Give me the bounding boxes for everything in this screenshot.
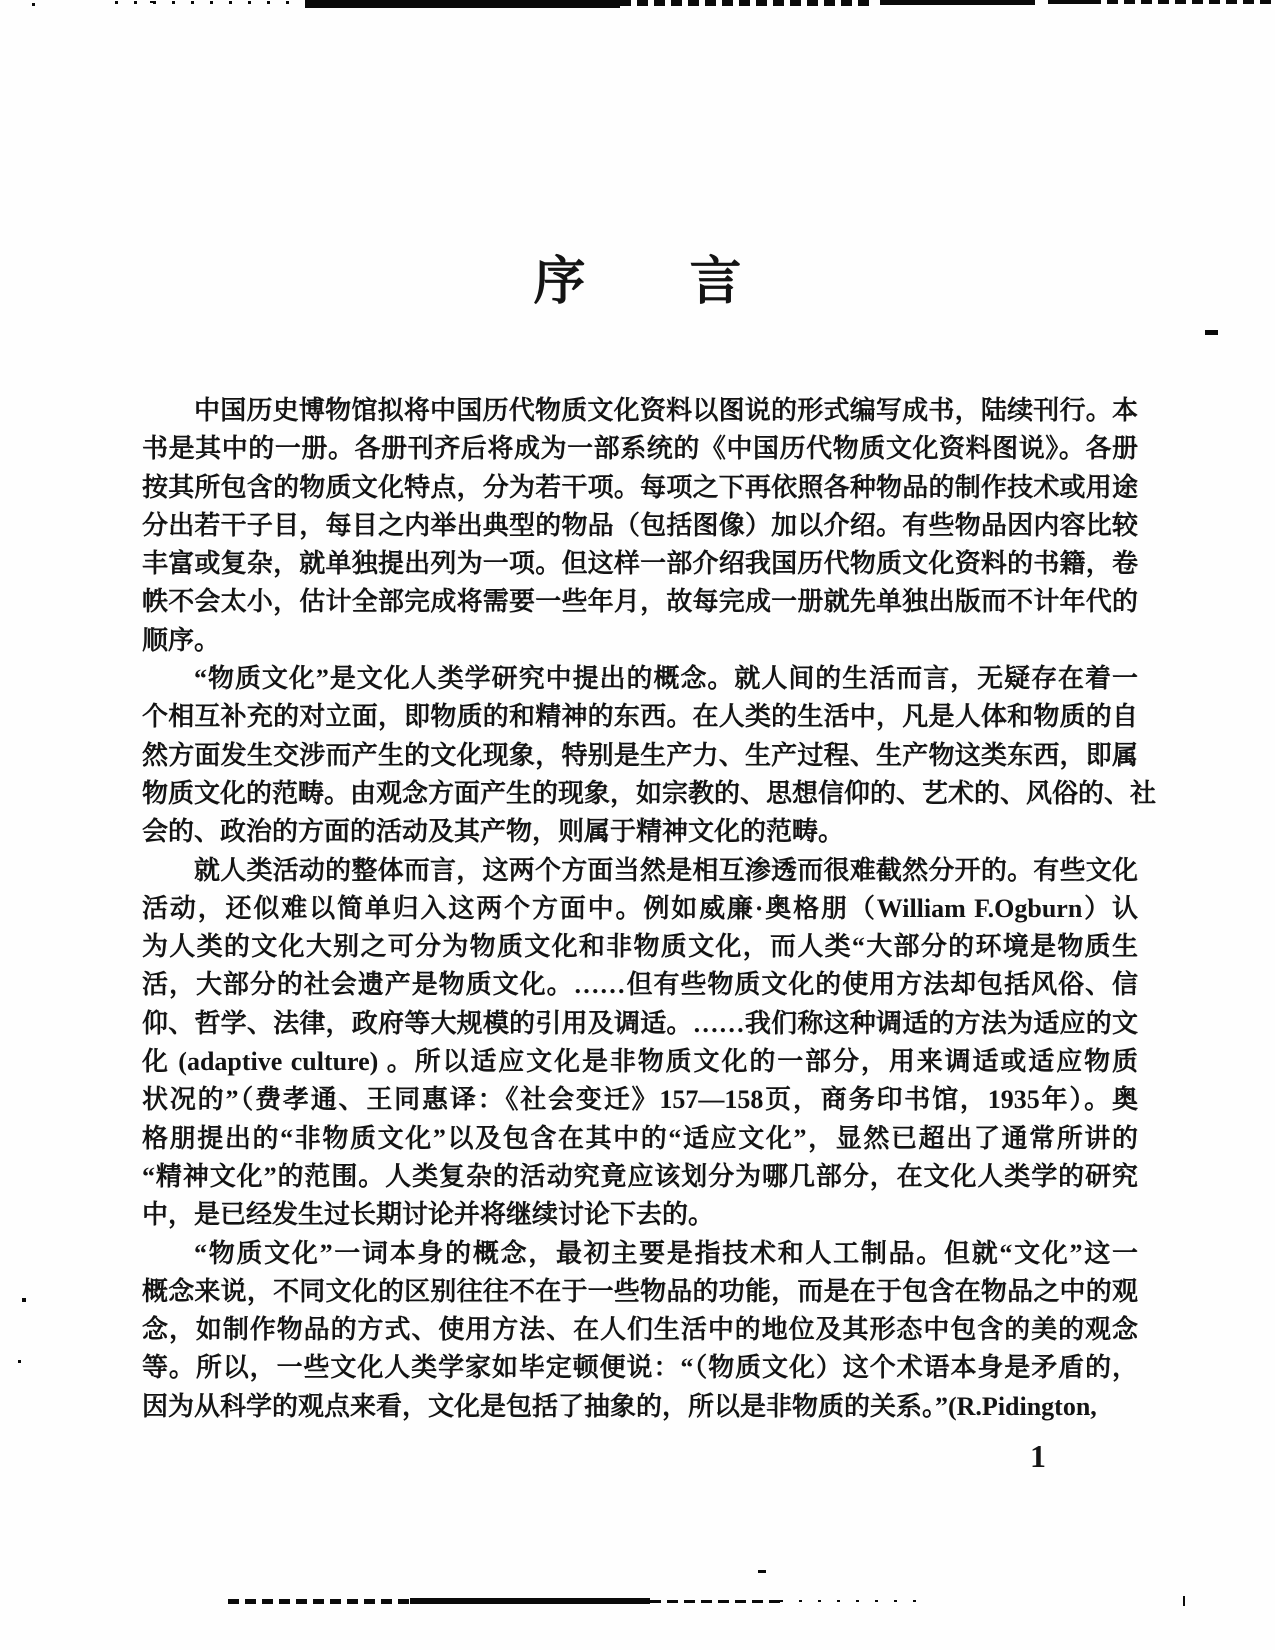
scan-artifact-dot bbox=[18, 1360, 21, 1363]
page-number: 1 bbox=[1030, 1438, 1046, 1474]
text-line: 概念来说，不同文化的区别往往不在于一些物品的功能，而是在于包含在物品之中的观 bbox=[142, 1276, 1138, 1306]
scan-artifact-top bbox=[880, 0, 1035, 5]
scan-artifact-bottom bbox=[410, 1598, 650, 1604]
scan-artifact-top bbox=[620, 0, 870, 6]
text-line: 活动，还似难以简单归入这两个方面中。例如威廉·奥格朋（William F.Ogburn）认 bbox=[142, 893, 1138, 923]
text-line: 格朋提出的“非物质文化”以及包含在其中的“适应文化”，显然已超出了通常所讲的 bbox=[142, 1123, 1138, 1153]
title-char: 序 bbox=[533, 254, 586, 311]
text-line: 个相互补充的对立面，即物质的和精神的东西。在人类的生活中，凡是人体和物质的自 bbox=[142, 702, 1138, 732]
text-line: 然方面发生交涉而产生的文化现象，特别是生产力、生产过程、生产物这类东西，即属 bbox=[142, 740, 1138, 770]
title-char: 言 bbox=[689, 254, 742, 311]
text-line: 为人类的文化大别之可分为物质文化和非物质文化，而人类“大部分的环境是物质生 bbox=[142, 932, 1138, 962]
text-line: 就人类活动的整体而言，这两个方面当然是相互渗透而很难截然分开的。有些文化 bbox=[194, 855, 1138, 885]
scan-artifact-dash bbox=[1205, 330, 1218, 335]
text-line: 化 (adaptive culture) 。所以适应文化是非物质文化的一部分，用来调适或适应物质 bbox=[142, 1047, 1138, 1077]
text-line: 顺序。 bbox=[142, 625, 221, 655]
text-line: 因为从科学的观点来看，文化是包括了抽象的，所以是非物质的关系。”(R.Pidington, bbox=[142, 1391, 1097, 1421]
scan-artifact-top bbox=[1048, 0, 1090, 4]
page-title bbox=[0, 254, 1275, 312]
scan-artifact-dot bbox=[22, 1298, 26, 1302]
text-line: 念，如制作物品的方式、使用方法、在人们生活中的地位及其形态中包含的美的观念 bbox=[142, 1315, 1138, 1345]
body-text bbox=[142, 392, 1157, 1426]
scan-artifact-bottom bbox=[780, 1600, 925, 1602]
paragraph bbox=[142, 852, 1138, 1235]
text-line: 丰富或复杂，就单独提出列为一项。但这样一部介绍我国历代物质文化资料的书籍，卷 bbox=[142, 549, 1138, 579]
text-line: 等。所以，一些文化人类学家如毕定顿便说：“（物质文化）这个术语本身是矛盾的， bbox=[142, 1353, 1138, 1383]
scan-artifact-bottom bbox=[650, 1600, 780, 1603]
paragraph bbox=[142, 1235, 1138, 1426]
scan-artifact-top bbox=[305, 0, 620, 8]
text-line: 物质文化的范畴。由观念方面产生的现象，如宗教的、思想信仰的、艺术的、风俗的、社 bbox=[142, 778, 1157, 808]
text-line: 中国历史博物馆拟将中国历代物质文化资料以图说的形式编写成书，陆续刊行。本 bbox=[194, 396, 1138, 425]
scan-artifact-top bbox=[115, 1, 305, 4]
paragraph bbox=[142, 392, 1138, 660]
text-line: “物质文化”是文化人类学研究中提出的概念。就人间的生活而言，无疑存在着一 bbox=[194, 664, 1138, 694]
paragraph bbox=[142, 660, 1157, 851]
text-line: 分出若干子目，每目之内举出典型的物品（包括图像）加以介绍。有些物品因内容比较 bbox=[142, 510, 1138, 540]
scan-artifact-top bbox=[1090, 0, 1275, 4]
text-line: 活，大部分的社会遗产是物质文化。……但有些物质文化的使用方法却包括风俗、信 bbox=[142, 970, 1138, 1000]
text-line: 中，是已经发生过长期讨论并将继续讨论下去的。 bbox=[142, 1200, 715, 1230]
text-line: “精神文化”的范围。人类复杂的活动究竟应该划分为哪几部分，在文化人类学的研究 bbox=[142, 1161, 1138, 1191]
text-line: 会的、政治的方面的活动及其产物，则属于精神文化的范畴。 bbox=[142, 817, 845, 847]
scan-artifact-tick bbox=[1183, 1596, 1185, 1606]
text-line: 状况的”（费孝通、王同惠译：《社会变迁》157—158页，商务印书馆，1935年）。奥 bbox=[142, 1085, 1138, 1115]
text-line: 仰、哲学、法律，政府等大规模的引用及调适。……我们称这种调适的方法为适应的文 bbox=[142, 1008, 1138, 1038]
scan-artifact-dot bbox=[758, 1570, 766, 1573]
scan-artifact-bottom bbox=[228, 1599, 410, 1604]
text-line: 帙不会太小，估计全部完成将需要一些年月，故每完成一册就先单独出版而不计年代的 bbox=[142, 587, 1138, 617]
text-line: “物质文化”一词本身的概念，最初主要是指技术和人工制品。但就“文化”这一 bbox=[194, 1238, 1138, 1268]
scan-artifact-dot bbox=[32, 3, 35, 6]
text-line: 按其所包含的物质文化特点，分为若干项。每项之下再依照各种物品的制作技术或用途 bbox=[142, 472, 1138, 502]
text-line: 书是其中的一册。各册刊齐后将成为一部系统的《中国历代物质文化资料图说》。各册 bbox=[142, 434, 1138, 464]
